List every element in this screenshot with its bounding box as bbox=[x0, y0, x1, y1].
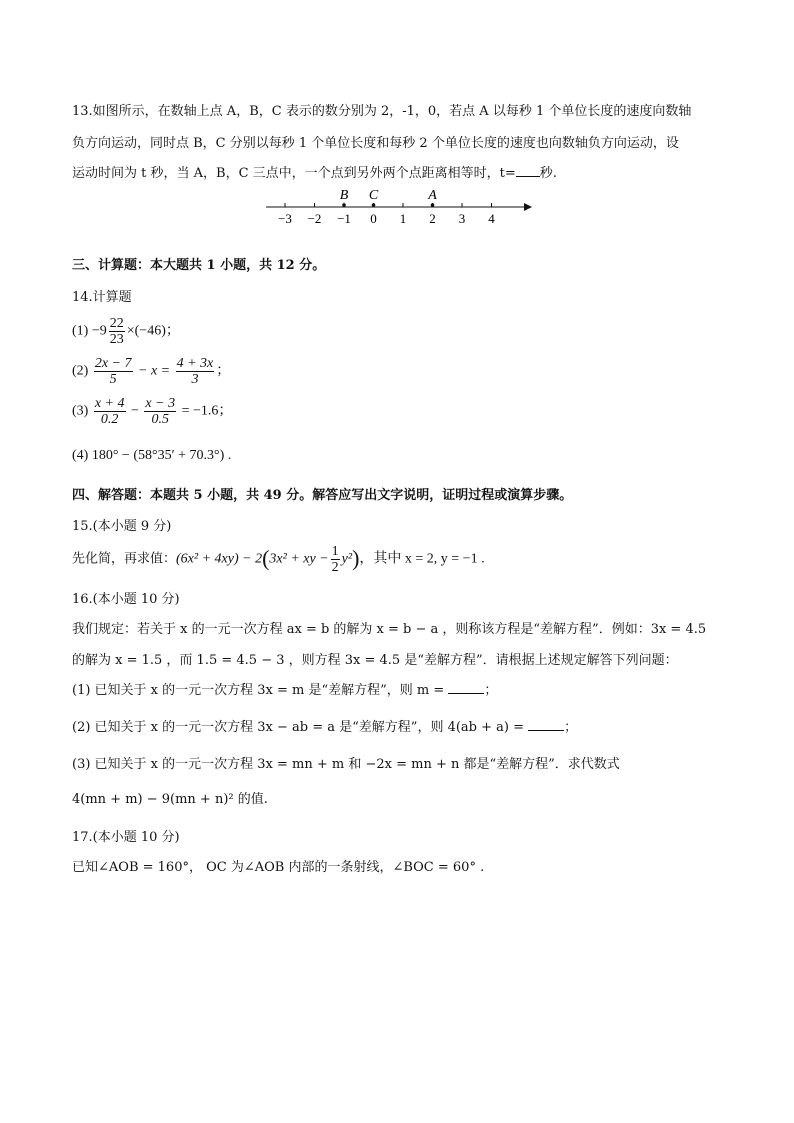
tick-label: 2 bbox=[429, 211, 436, 226]
q15-numerator: 1 bbox=[331, 544, 339, 559]
point-a bbox=[431, 203, 435, 207]
q14-part2-fraction2 bbox=[176, 356, 215, 387]
q14-part1-fraction bbox=[109, 316, 125, 347]
q14-part1-whole: −9 bbox=[91, 323, 107, 339]
q14-part3-num2: x − 3 bbox=[145, 396, 176, 411]
q15-head: 15.(本小题 9 分) bbox=[72, 519, 172, 534]
point-label-c: C bbox=[368, 188, 379, 203]
q14-part3 bbox=[72, 396, 722, 427]
q16-sub3: (3) 已知关于 x 的一元一次方程 3x = mn + m 和 −2x = mn + n 都是“差解方程”．求代数式 bbox=[72, 757, 620, 772]
q15-intro: 先化简，再求值： bbox=[72, 551, 177, 567]
q13-line3-text: 运动时间为 t 秒，当 A，B，C 三点中，一个点到另外两个点距离相等时，t= bbox=[72, 166, 516, 181]
q14-part4-expression: 180° − (58°35′ + 70.3°) . bbox=[91, 448, 232, 463]
q14-part2-den2: 3 bbox=[191, 372, 199, 387]
q16-sub1-text: (1) 已知关于 x 的一元一次方程 3x = m 是“差解方程”，则 m = bbox=[72, 683, 445, 698]
point-b bbox=[342, 203, 346, 207]
tick-label: 0 bbox=[370, 211, 377, 226]
tick-label: 1 bbox=[399, 211, 407, 226]
q14-title: 14.计算题 bbox=[72, 290, 132, 305]
q16-line1: 我们规定：若关于 x 的一元一次方程 ax = b 的解为 x = b − a ，则称该方程是“差解方程”．例如：3x = 4.5 bbox=[72, 622, 707, 637]
point-c bbox=[372, 203, 376, 207]
number-line-arrow bbox=[524, 203, 532, 211]
q14-part3-fraction1 bbox=[94, 396, 126, 427]
q14-part3-fraction2 bbox=[144, 396, 176, 427]
tick-label: −1 bbox=[337, 211, 351, 226]
q14-part2-number: (2) bbox=[72, 363, 89, 379]
q14-part2-mid: − x = bbox=[138, 363, 171, 379]
q14-part3-number: (3) bbox=[72, 403, 89, 419]
q14-part2-end: ； bbox=[216, 363, 231, 379]
q14-part1-number: (1) bbox=[72, 323, 89, 339]
q14-part3-num1: x + 4 bbox=[94, 396, 125, 411]
q14-part3-end: = −1.6； bbox=[181, 403, 233, 419]
number-line-group bbox=[266, 188, 532, 226]
q13-line3 bbox=[72, 164, 722, 183]
q15-expr2a: 3x² + xy − bbox=[269, 551, 329, 567]
q16-sub2-end: ； bbox=[564, 720, 578, 735]
q16-line2: 的解为 x = 1.5 ，而 1.5 = 4.5 − 3 ，则方程 3x = 4.5 是“差解方程”．请根据上述规定解答下列问题： bbox=[72, 653, 678, 668]
q14-part3-den1: 0.2 bbox=[100, 412, 119, 427]
point-label-b: B bbox=[339, 188, 349, 203]
q13-line2: 负方向运动，同时点 B，C 分别以每秒 1 个单位长度和每秒 2 个单位长度的速度也向数轴负方向运动，设 bbox=[72, 136, 679, 151]
q14-part4 bbox=[72, 446, 722, 465]
q16-sub3-expression: 4(mn + m) − 9(mn + n)² 的值. bbox=[72, 792, 268, 807]
q14-part1 bbox=[72, 316, 722, 347]
q16-head: 16.(本小题 10 分) bbox=[72, 592, 180, 607]
q14-part2 bbox=[72, 356, 722, 387]
q14-part3-mid: − bbox=[131, 403, 139, 419]
q16-sub2-text: (2) 已知关于 x 的一元一次方程 3x − ab = a 是“差解方程”，则 4(ab + a) = bbox=[72, 720, 524, 735]
q13-line3-end: 秒. bbox=[539, 166, 557, 181]
q14-part2-num1: 2x − 7 bbox=[94, 356, 132, 371]
q14-part2-num2: 4 + 3x bbox=[176, 356, 214, 371]
q16-sub2 bbox=[72, 718, 722, 737]
q15-fraction bbox=[331, 544, 340, 575]
tick-label: −2 bbox=[307, 211, 322, 226]
tick-label: 3 bbox=[458, 211, 466, 226]
tick-label: −3 bbox=[278, 211, 292, 226]
q16-sub2-blank[interactable] bbox=[528, 730, 564, 731]
q17-head: 17.(本小题 10 分) bbox=[72, 830, 180, 845]
q15-paren-open: ( bbox=[262, 545, 270, 571]
number-line bbox=[262, 184, 532, 230]
q14-part3-den2: 0.5 bbox=[151, 412, 169, 427]
q13-line1: 13.如图所示，在数轴上点 A，B，C 表示的数分别为 2，-1，0，若点 A 以每秒 1 个单位长度的速度向数轴 bbox=[72, 104, 692, 119]
tick-label: 4 bbox=[488, 211, 495, 226]
q15-paren-close: ) bbox=[352, 545, 360, 571]
q15-condition: ，其中 x = 2, y = −1 . bbox=[359, 551, 485, 567]
q16-sub1-blank[interactable] bbox=[448, 693, 484, 694]
point-label-a: A bbox=[428, 188, 437, 203]
q17-line1: 已知∠AOB = 160°， OC 为∠AOB 内部的一条射线，∠BOC = 60° . bbox=[72, 860, 485, 875]
q14-part2-den1: 5 bbox=[109, 372, 117, 387]
q14-part1-numerator: 22 bbox=[109, 316, 124, 331]
q15-expr1: (6x² + 4xy) − 2 bbox=[176, 551, 263, 567]
q14-part1-denominator: 23 bbox=[109, 332, 124, 347]
q16-sub1 bbox=[72, 681, 722, 700]
q14-part1-rest: ×(−46)； bbox=[126, 323, 180, 339]
q13-answer-blank[interactable] bbox=[516, 176, 540, 177]
q15-denominator: 2 bbox=[331, 560, 339, 575]
q15-body bbox=[72, 544, 722, 575]
section4-title: 四、解答题：本题共 5 小题，共 49 分。解答应写出文字说明，证明过程或演算步骤。 bbox=[72, 488, 573, 503]
q16-sub1-end: ； bbox=[484, 683, 498, 698]
section3-title: 三、计算题：本大题共 1 小题，共 12 分。 bbox=[72, 258, 326, 273]
q14-part4-number: (4) bbox=[72, 448, 89, 463]
q14-part2-fraction1 bbox=[94, 356, 133, 387]
q15-expr2b: y² bbox=[341, 551, 353, 567]
